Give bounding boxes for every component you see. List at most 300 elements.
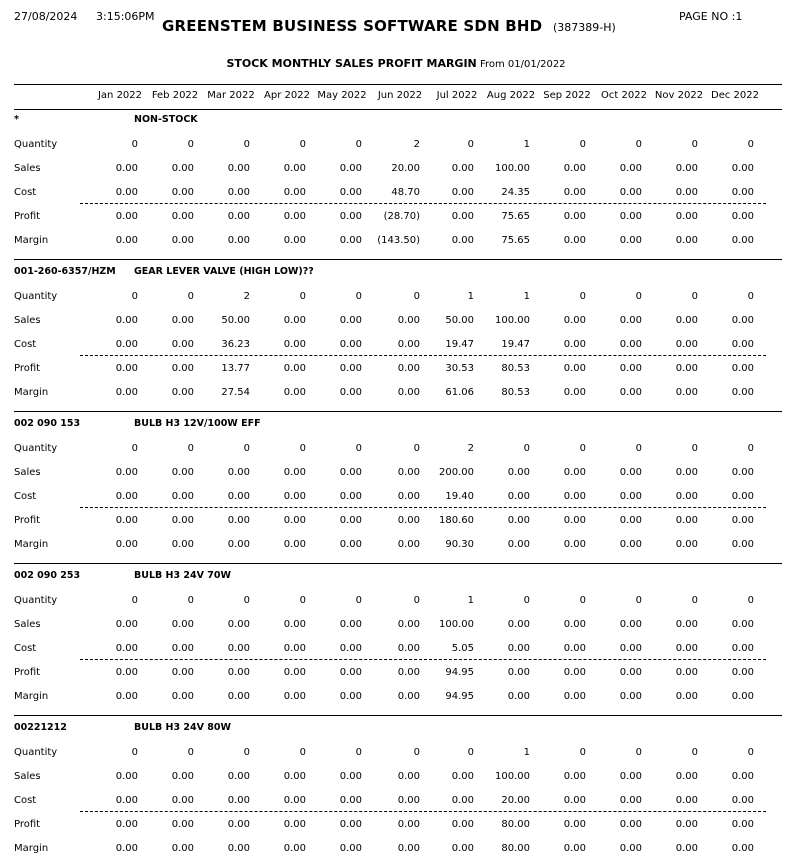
quantity-value: 0	[413, 443, 420, 454]
margin-value: 0.00	[397, 843, 420, 854]
cost-value: 0.00	[675, 491, 698, 502]
month-header-cell: Apr 2022	[264, 90, 310, 101]
row-label-quantity: Quantity	[14, 291, 58, 302]
quantity-value: 0	[299, 139, 306, 150]
profit-value: 0.00	[397, 819, 420, 830]
profit-value: 0.00	[227, 819, 250, 830]
quantity-value: 0	[635, 595, 642, 606]
profit-value: 0.00	[115, 363, 138, 374]
margin-value: 0.00	[731, 235, 754, 246]
profit-value: 0.00	[339, 363, 362, 374]
cost-value: 0.00	[731, 643, 754, 654]
margin-value: 0.00	[675, 691, 698, 702]
cost-value: 19.47	[501, 339, 530, 350]
margin-value: 0.00	[115, 387, 138, 398]
margin-value: 94.95	[445, 691, 474, 702]
sales-value: 0.00	[731, 467, 754, 478]
month-header-cell: Feb 2022	[151, 90, 199, 101]
cost-value: 0.00	[115, 187, 138, 198]
row-label-profit: Profit	[14, 819, 41, 830]
row-label-cost: Cost	[14, 491, 37, 502]
profit-value: 0.00	[115, 819, 138, 830]
quantity-value: 0	[747, 139, 754, 150]
profit-value: 0.00	[563, 667, 586, 678]
margin-value: 0.00	[675, 235, 698, 246]
row-label-quantity: Quantity	[14, 443, 58, 454]
cost-value: 20.00	[501, 795, 530, 806]
cost-value: 0.00	[227, 795, 250, 806]
cost-value: 0.00	[171, 795, 194, 806]
profit-value: 0.00	[227, 211, 250, 222]
margin-value: 75.65	[501, 235, 530, 246]
quantity-value: 0	[579, 139, 586, 150]
cost-value: 0.00	[171, 643, 194, 654]
quantity-value: 0	[131, 139, 138, 150]
margin-value: 0.00	[507, 539, 530, 550]
sales-value: 0.00	[619, 163, 642, 174]
cost-value: 0.00	[619, 339, 642, 350]
sales-value: 0.00	[283, 619, 306, 630]
profit-value: 0.00	[397, 515, 420, 526]
quantity-value: 2	[413, 139, 420, 150]
month-header-cell: Oct 2022	[601, 90, 647, 101]
margin-value: 61.06	[445, 387, 474, 398]
margin-value: 0.00	[339, 539, 362, 550]
profit-value: 94.95	[445, 667, 474, 678]
row-label-profit: Profit	[14, 515, 41, 526]
quantity-value: 0	[691, 139, 698, 150]
profit-value: 0.00	[397, 363, 420, 374]
section-divider	[14, 411, 782, 412]
quantity-value: 0	[355, 595, 362, 606]
cost-value: 24.35	[501, 187, 530, 198]
sales-value: 0.00	[563, 771, 586, 782]
cost-value: 5.05	[451, 643, 474, 654]
margin-value: 0.00	[451, 843, 474, 854]
quantity-value: 0	[299, 595, 306, 606]
row-label-sales: Sales	[14, 467, 41, 478]
profit-value: 0.00	[227, 667, 250, 678]
quantity-value: 0	[747, 747, 754, 758]
row-label-sales: Sales	[14, 315, 41, 326]
quantity-value: 0	[691, 747, 698, 758]
cost-value: 0.00	[115, 339, 138, 350]
sales-value: 0.00	[619, 467, 642, 478]
margin-value: 0.00	[563, 843, 586, 854]
quantity-value: 1	[523, 291, 530, 302]
quantity-value: 0	[467, 139, 474, 150]
cost-value: 0.00	[563, 643, 586, 654]
month-header-cell: Mar 2022	[207, 90, 255, 101]
margin-value: 0.00	[563, 387, 586, 398]
quantity-value: 0	[299, 443, 306, 454]
quantity-value: 0	[413, 747, 420, 758]
header-bottom-rule	[14, 109, 782, 110]
margin-value: 0.00	[339, 691, 362, 702]
month-header-cell: Jul 2022	[436, 90, 478, 101]
item-description: BULB H3 24V 80W	[134, 722, 232, 733]
margin-value: 0.00	[563, 539, 586, 550]
cost-value: 0.00	[563, 795, 586, 806]
profit-value: 30.53	[445, 363, 474, 374]
cost-value: 0.00	[171, 187, 194, 198]
report-title	[0, 57, 792, 70]
cost-value: 0.00	[731, 187, 754, 198]
quantity-value: 0	[355, 443, 362, 454]
margin-value: 0.00	[619, 387, 642, 398]
margin-value: 0.00	[675, 843, 698, 854]
sales-value: 0.00	[397, 619, 420, 630]
profit-value: 0.00	[731, 667, 754, 678]
month-header-cell: Jun 2022	[377, 90, 423, 101]
sales-value: 0.00	[227, 771, 250, 782]
quantity-value: 0	[187, 443, 194, 454]
cost-value: 0.00	[563, 491, 586, 502]
cost-value: 0.00	[283, 187, 306, 198]
sales-value: 0.00	[227, 619, 250, 630]
row-label-cost: Cost	[14, 187, 37, 198]
profit-value: 0.00	[171, 819, 194, 830]
cost-value: 0.00	[675, 643, 698, 654]
sales-value: 0.00	[339, 315, 362, 326]
quantity-value: 1	[523, 747, 530, 758]
quantity-value: 0	[187, 291, 194, 302]
margin-value: 0.00	[619, 539, 642, 550]
sales-value: 100.00	[495, 315, 530, 326]
quantity-value: 0	[747, 443, 754, 454]
margin-value: 0.00	[171, 539, 194, 550]
row-label-profit: Profit	[14, 363, 41, 374]
cost-value: 0.00	[339, 491, 362, 502]
margin-value: 0.00	[115, 235, 138, 246]
sales-value: 0.00	[339, 771, 362, 782]
profit-value: 0.00	[115, 515, 138, 526]
margin-value: 0.00	[115, 691, 138, 702]
profit-value: 0.00	[451, 211, 474, 222]
sales-value: 50.00	[221, 315, 250, 326]
cost-value: 0.00	[397, 795, 420, 806]
quantity-value: 0	[635, 443, 642, 454]
margin-value: 27.54	[221, 387, 250, 398]
margin-value: 80.00	[501, 843, 530, 854]
sales-value: 0.00	[731, 315, 754, 326]
sales-value: 0.00	[339, 619, 362, 630]
quantity-value: 0	[579, 595, 586, 606]
row-label-profit: Profit	[14, 667, 41, 678]
quantity-value: 0	[691, 595, 698, 606]
sales-value: 0.00	[731, 619, 754, 630]
item-code: *	[14, 114, 19, 125]
margin-value: 0.00	[731, 843, 754, 854]
row-label-margin: Margin	[14, 387, 49, 398]
profit-value: 75.65	[501, 211, 530, 222]
cost-value: 0.00	[339, 187, 362, 198]
quantity-value: 0	[187, 139, 194, 150]
month-header-cell: Jan 2022	[97, 90, 143, 101]
margin-value: 0.00	[563, 235, 586, 246]
sales-value: 100.00	[495, 163, 530, 174]
profit-value: 0.00	[339, 211, 362, 222]
profit-value: 0.00	[283, 211, 306, 222]
report-date-range: From 01/01/2022	[479, 59, 566, 70]
quantity-value: 0	[413, 291, 420, 302]
cost-subtotal-divider	[80, 203, 766, 204]
quantity-value: 0	[747, 291, 754, 302]
cost-value: 0.00	[675, 187, 698, 198]
profit-value: 80.00	[501, 819, 530, 830]
cost-value: 0.00	[451, 795, 474, 806]
item-code: 002 090 253	[14, 570, 81, 581]
quantity-value: 0	[413, 595, 420, 606]
profit-value: 0.00	[619, 667, 642, 678]
quantity-value: 0	[131, 747, 138, 758]
profit-value: 0.00	[339, 667, 362, 678]
month-header-cell: Dec 2022	[711, 90, 759, 101]
row-label-profit: Profit	[14, 211, 41, 222]
cost-value: 0.00	[675, 795, 698, 806]
sales-value: 0.00	[675, 467, 698, 478]
print-date: 27/08/2024	[14, 10, 78, 23]
sales-value: 0.00	[451, 163, 474, 174]
margin-value: 0.00	[397, 539, 420, 550]
cost-value: 0.00	[619, 491, 642, 502]
sales-value: 50.00	[445, 315, 474, 326]
row-label-quantity: Quantity	[14, 595, 58, 606]
item-description: NON-STOCK	[134, 114, 198, 125]
sales-value: 0.00	[171, 467, 194, 478]
profit-value: 0.00	[675, 515, 698, 526]
quantity-value: 0	[131, 291, 138, 302]
quantity-value: 1	[467, 595, 474, 606]
sales-value: 0.00	[675, 163, 698, 174]
row-label-margin: Margin	[14, 843, 49, 854]
profit-value: 0.00	[675, 211, 698, 222]
cost-value: 0.00	[619, 187, 642, 198]
sales-value: 100.00	[495, 771, 530, 782]
margin-value: 0.00	[339, 387, 362, 398]
sales-value: 0.00	[339, 163, 362, 174]
sales-value: 0.00	[171, 163, 194, 174]
quantity-value: 0	[187, 595, 194, 606]
margin-value: 0.00	[339, 235, 362, 246]
cost-value: 0.00	[227, 643, 250, 654]
profit-value: 80.53	[501, 363, 530, 374]
cost-value: 0.00	[171, 491, 194, 502]
quantity-value: 2	[243, 291, 250, 302]
cost-value: 0.00	[283, 491, 306, 502]
cost-subtotal-divider	[80, 507, 766, 508]
margin-value: 0.00	[283, 235, 306, 246]
item-description: BULB H3 24V 70W	[134, 570, 232, 581]
margin-value: 0.00	[507, 691, 530, 702]
margin-value: 0.00	[397, 691, 420, 702]
row-label-sales: Sales	[14, 619, 41, 630]
margin-value: 0.00	[731, 387, 754, 398]
margin-value: 0.00	[339, 843, 362, 854]
row-label-margin: Margin	[14, 691, 49, 702]
sales-value: 0.00	[675, 315, 698, 326]
margin-value: 0.00	[171, 843, 194, 854]
profit-value: 0.00	[619, 363, 642, 374]
cost-value: 0.00	[397, 643, 420, 654]
sales-value: 0.00	[115, 163, 138, 174]
quantity-value: 0	[691, 443, 698, 454]
profit-value: 0.00	[115, 667, 138, 678]
profit-value: 0.00	[675, 363, 698, 374]
month-header-cell: May 2022	[317, 90, 367, 101]
margin-value: 0.00	[115, 843, 138, 854]
cost-value: 0.00	[563, 187, 586, 198]
margin-value: 0.00	[283, 843, 306, 854]
quantity-value: 0	[523, 595, 530, 606]
profit-value: 0.00	[731, 211, 754, 222]
profit-value: 0.00	[563, 515, 586, 526]
quantity-value: 0	[355, 291, 362, 302]
item-code: 002 090 153	[14, 418, 81, 429]
month-header-cell: Nov 2022	[654, 90, 704, 101]
profit-value: (28.70)	[383, 211, 420, 222]
cost-value: 0.00	[507, 491, 530, 502]
cost-value: 0.00	[339, 643, 362, 654]
cost-value: 0.00	[451, 187, 474, 198]
margin-value: 0.00	[451, 235, 474, 246]
row-label-sales: Sales	[14, 163, 41, 174]
cost-value: 0.00	[115, 491, 138, 502]
sales-value: 0.00	[731, 771, 754, 782]
quantity-value: 0	[243, 595, 250, 606]
margin-value: 0.00	[227, 235, 250, 246]
cost-value: 36.23	[221, 339, 250, 350]
row-label-quantity: Quantity	[14, 747, 58, 758]
margin-value: 0.00	[619, 691, 642, 702]
cost-subtotal-divider	[80, 811, 766, 812]
month-header-cell: Aug 2022	[486, 90, 536, 101]
sales-value: 20.00	[391, 163, 420, 174]
profit-value: 0.00	[507, 515, 530, 526]
company-reg-no: (387389-H)	[553, 21, 616, 34]
quantity-value: 0	[467, 747, 474, 758]
cost-value: 0.00	[115, 643, 138, 654]
sales-value: 0.00	[115, 771, 138, 782]
margin-value: 0.00	[397, 387, 420, 398]
profit-value: 0.00	[339, 515, 362, 526]
sales-value: 0.00	[563, 315, 586, 326]
profit-value: 0.00	[563, 819, 586, 830]
sales-value: 0.00	[339, 467, 362, 478]
profit-value: 0.00	[115, 211, 138, 222]
cost-value: 0.00	[731, 795, 754, 806]
sales-value: 0.00	[507, 467, 530, 478]
sales-value: 0.00	[397, 315, 420, 326]
sales-value: 100.00	[439, 619, 474, 630]
profit-value: 0.00	[507, 667, 530, 678]
quantity-value: 1	[523, 139, 530, 150]
cost-value: 0.00	[563, 339, 586, 350]
item-description: BULB H3 12V/100W EFF	[134, 418, 261, 429]
profit-value: 0.00	[563, 363, 586, 374]
profit-value: 0.00	[619, 515, 642, 526]
row-label-margin: Margin	[14, 235, 49, 246]
margin-value: 0.00	[227, 691, 250, 702]
header-top-rule	[14, 84, 782, 85]
profit-value: 0.00	[451, 819, 474, 830]
margin-value: 0.00	[619, 235, 642, 246]
sales-value: 0.00	[451, 771, 474, 782]
profit-value: 0.00	[283, 819, 306, 830]
sales-value: 200.00	[439, 467, 474, 478]
cost-value: 0.00	[397, 491, 420, 502]
sales-value: 0.00	[227, 163, 250, 174]
cost-value: 0.00	[675, 339, 698, 350]
sales-value: 0.00	[563, 619, 586, 630]
sales-value: 0.00	[675, 619, 698, 630]
row-label-cost: Cost	[14, 795, 37, 806]
cost-value: 0.00	[731, 339, 754, 350]
quantity-value: 1	[467, 291, 474, 302]
profit-value: 0.00	[731, 363, 754, 374]
cost-value: 0.00	[171, 339, 194, 350]
cost-subtotal-divider	[80, 659, 766, 660]
item-code: 00221212	[14, 722, 67, 733]
cost-value: 19.47	[445, 339, 474, 350]
quantity-value: 0	[747, 595, 754, 606]
margin-value: 0.00	[731, 691, 754, 702]
quantity-value: 0	[579, 747, 586, 758]
item-description: GEAR LEVER VALVE (HIGH LOW)??	[134, 266, 314, 277]
sales-value: 0.00	[619, 771, 642, 782]
profit-value: 0.00	[619, 211, 642, 222]
quantity-value: 0	[635, 139, 642, 150]
sales-value: 0.00	[115, 467, 138, 478]
month-header-cell: Sep 2022	[543, 90, 591, 101]
cost-value: 0.00	[283, 795, 306, 806]
cost-value: 0.00	[339, 795, 362, 806]
profit-value: 0.00	[227, 515, 250, 526]
margin-value: 0.00	[283, 691, 306, 702]
row-label-quantity: Quantity	[14, 139, 58, 150]
quantity-value: 0	[635, 747, 642, 758]
sales-value: 0.00	[283, 163, 306, 174]
margin-value: 0.00	[171, 235, 194, 246]
quantity-value: 0	[299, 291, 306, 302]
cost-value: 48.70	[391, 187, 420, 198]
cost-value: 0.00	[731, 491, 754, 502]
quantity-value: 0	[635, 291, 642, 302]
margin-value: 0.00	[171, 691, 194, 702]
sales-value: 0.00	[675, 771, 698, 782]
sales-value: 0.00	[171, 619, 194, 630]
row-label-margin: Margin	[14, 539, 49, 550]
profit-value: 0.00	[731, 819, 754, 830]
profit-value: 0.00	[619, 819, 642, 830]
quantity-value: 0	[243, 443, 250, 454]
quantity-value: 0	[355, 139, 362, 150]
report-title-text: STOCK MONTHLY SALES PROFIT MARGIN	[226, 57, 477, 70]
sales-value: 0.00	[507, 619, 530, 630]
profit-value: 0.00	[171, 211, 194, 222]
cost-value: 19.40	[445, 491, 474, 502]
profit-value: 0.00	[339, 819, 362, 830]
sales-value: 0.00	[283, 771, 306, 782]
cost-value: 0.00	[283, 643, 306, 654]
sales-value: 0.00	[731, 163, 754, 174]
sales-value: 0.00	[397, 467, 420, 478]
profit-value: 0.00	[283, 515, 306, 526]
profit-value: 0.00	[283, 667, 306, 678]
profit-value: 0.00	[675, 819, 698, 830]
quantity-value: 0	[523, 443, 530, 454]
profit-value: 0.00	[397, 667, 420, 678]
